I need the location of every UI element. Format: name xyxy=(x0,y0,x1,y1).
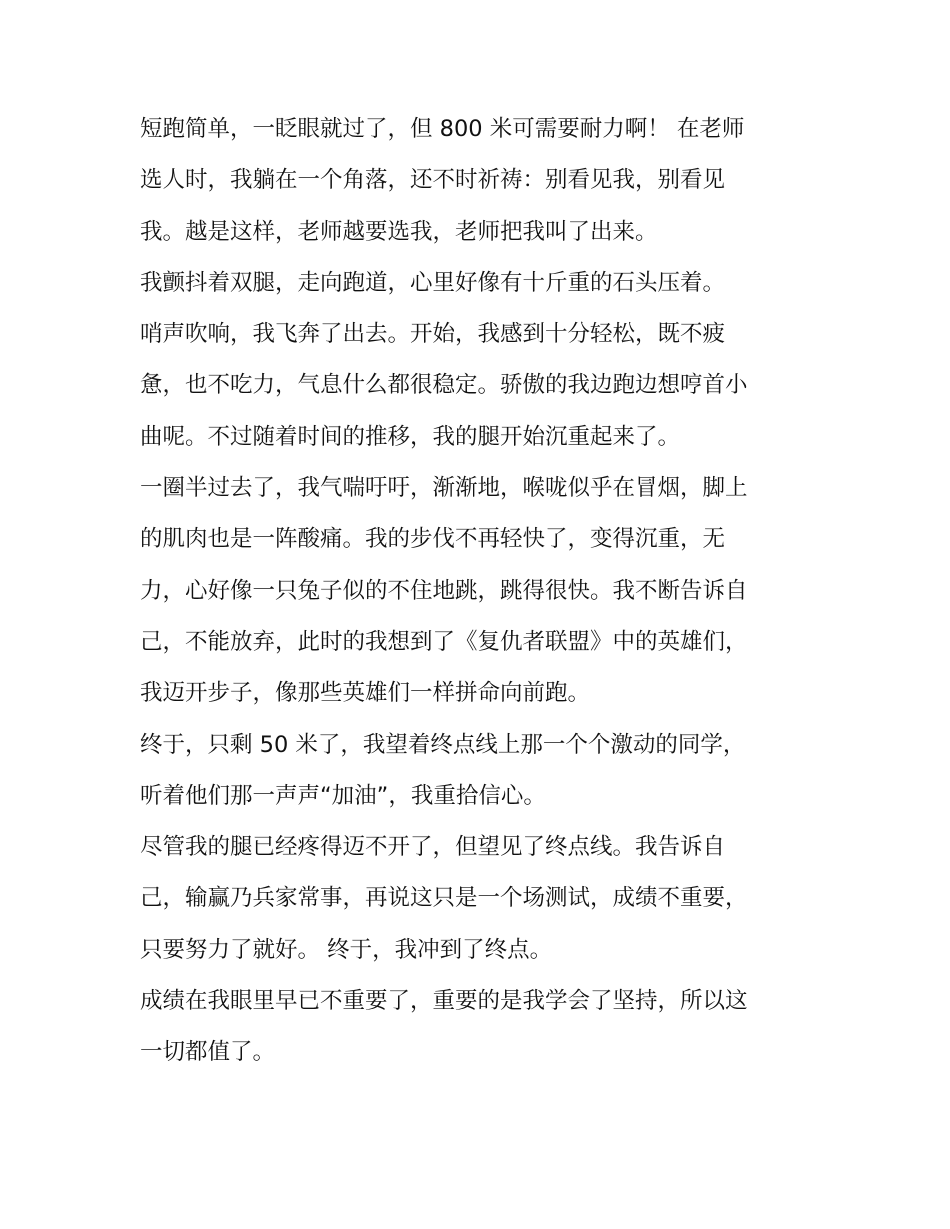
text-line: 我颤抖着双腿，走向跑道，心里好像有十斤重的石头压着。 xyxy=(140,269,726,296)
text-line: 一切都值了。 xyxy=(140,1039,276,1066)
text-line: 选人时，我躺在一个角落，还不时祈祷：别看见我，别看见 xyxy=(140,167,726,194)
text-line: 一圈半过去了，我气喘吁吁，渐渐地，喉咙似乎在冒烟，脚上 xyxy=(140,475,748,502)
text-line: 短跑简单，一眨眼就过了，但 800 米可需要耐力啊！ 在老师 xyxy=(140,116,745,142)
essay-body xyxy=(140,104,820,1079)
text-line: 力，心好像一只兔子似的不住地跳，跳得很快。我不断告诉自 xyxy=(140,577,748,604)
text-line: 的肌肉也是一阵酸痛。我的步伐不再轻快了，变得沉重，无 xyxy=(140,526,726,553)
text-line: 终于，只剩 50 米了，我望着终点线上那一个个激动的同学， xyxy=(140,731,746,758)
text-line: 成绩在我眼里早已不重要了，重要的是我学会了坚持，所以这 xyxy=(140,988,748,1015)
text-line: 听着他们那一声声“加油”，我重拾信心。 xyxy=(140,782,546,809)
text-line: 我迈开步子，像那些英雄们一样拼命向前跑。 xyxy=(140,680,591,707)
text-line: 曲呢。不过随着时间的推移，我的腿开始沉重起来了。 xyxy=(140,423,681,450)
text-line: 只要努力了就好。 终于，我冲到了终点。 xyxy=(140,936,553,963)
text-line: 哨声吹响，我飞奔了出去。开始，我感到十分轻松，既不疲 xyxy=(140,321,726,348)
text-line: 己，不能放弃，此时的我想到了《复仇者联盟》中的英雄们， xyxy=(140,628,748,655)
text-line: 我。越是这样，老师越要选我，老师把我叫了出来。 xyxy=(140,218,658,245)
text-line: 己，输赢乃兵家常事，再说这只是一个场测试，成绩不重要， xyxy=(140,885,748,912)
text-line: 尽管我的腿已经疼得迈不开了，但望见了终点线。我告诉自 xyxy=(140,834,726,861)
text-line: 惫，也不吃力，气息什么都很稳定。骄傲的我边跑边想哼首小 xyxy=(140,372,748,399)
